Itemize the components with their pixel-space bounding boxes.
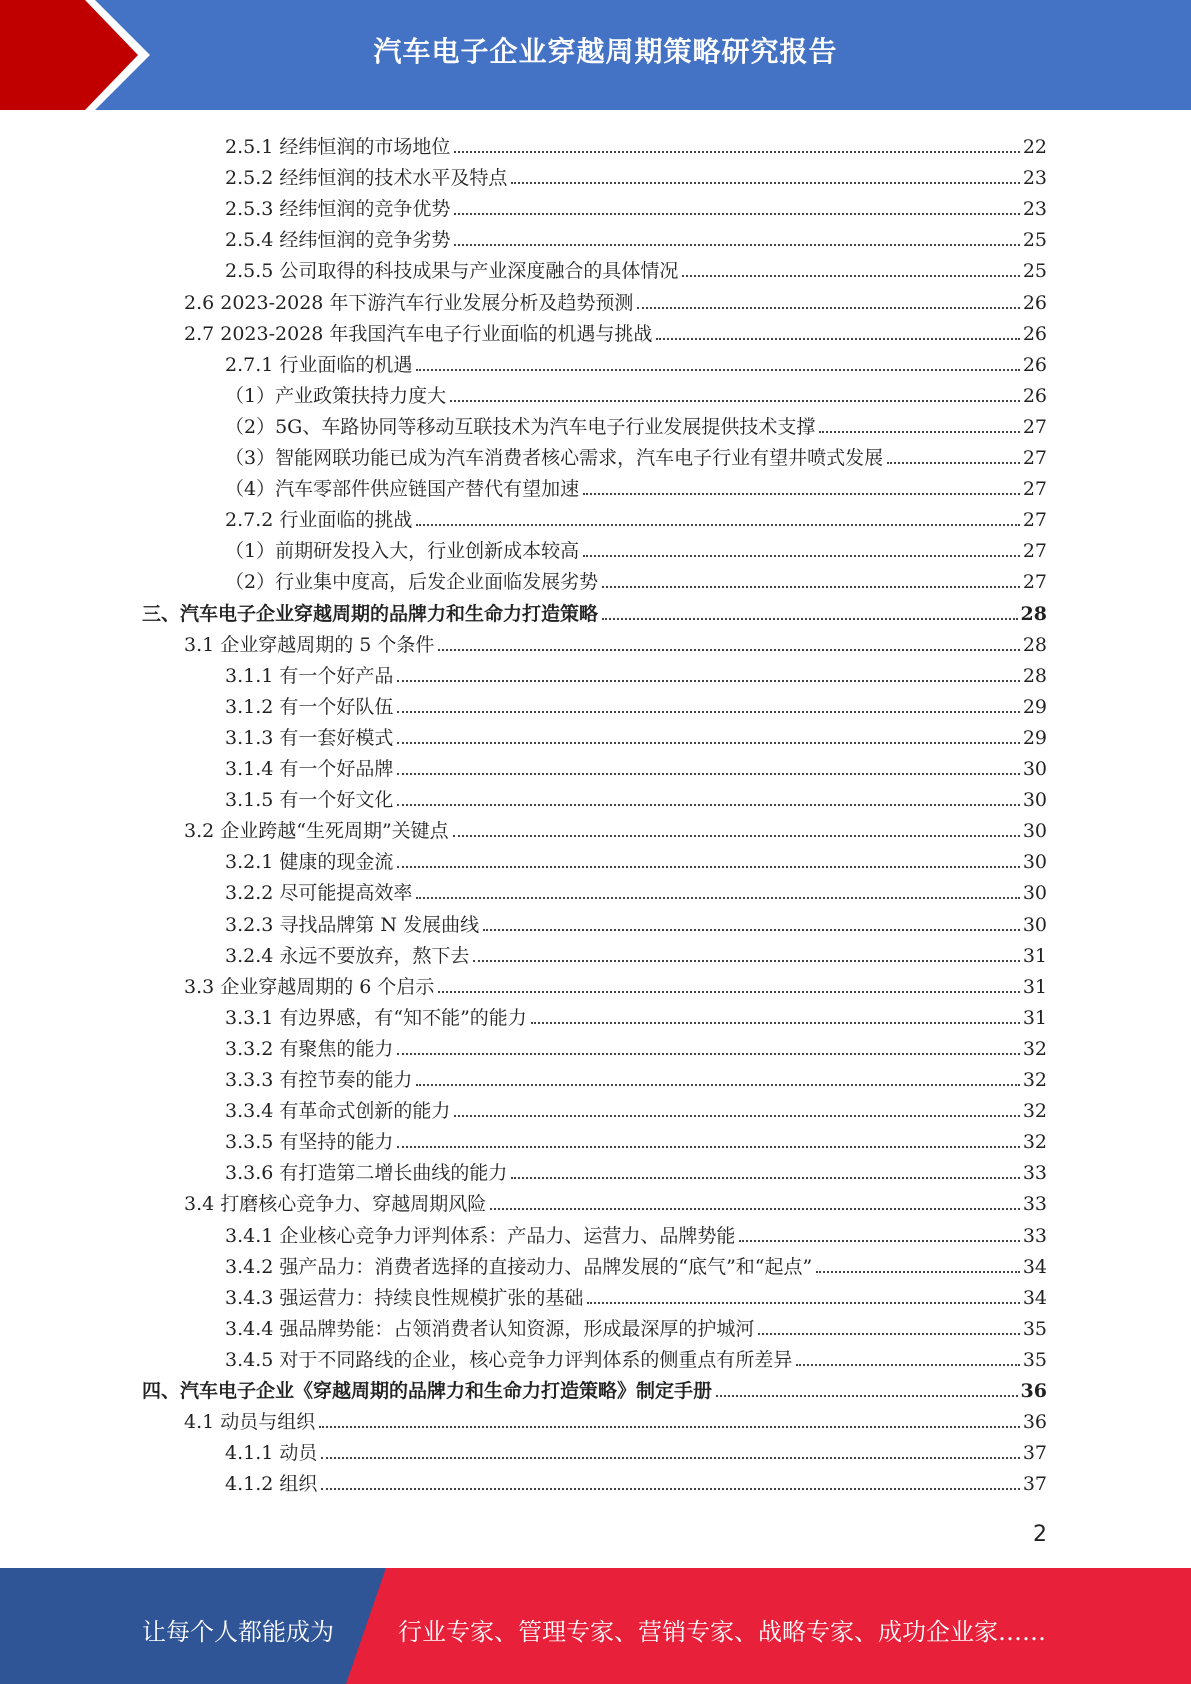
toc-dot-leader	[816, 1271, 1020, 1273]
toc-entry-page: 27	[1022, 509, 1047, 531]
toc-entry-page: 25	[1022, 229, 1047, 251]
toc-entry-page: 33	[1022, 1162, 1047, 1184]
toc-entry-page: 30	[1022, 914, 1047, 936]
toc-dot-leader	[319, 1426, 1020, 1428]
toc-entry[interactable]	[225, 843, 1047, 874]
toc-entry[interactable]	[184, 626, 1047, 657]
toc-entry-title: （1）产业政策扶持力度大	[225, 385, 447, 407]
toc-entry[interactable]	[184, 812, 1047, 843]
toc-dot-leader	[450, 400, 1020, 402]
toc-entry[interactable]	[225, 1092, 1047, 1123]
toc-entry-page: 23	[1022, 198, 1047, 220]
toc-entry-page: 22	[1022, 136, 1047, 158]
toc-entry-title: 3.4.2 强产品力：消费者选择的直接动力、品牌发展的“底气”和“起点”	[225, 1256, 813, 1278]
toc-dot-leader	[656, 338, 1019, 340]
toc-entry-title: （2）行业集中度高，后发企业面临发展劣势	[225, 571, 599, 593]
toc-entry-title: 3.3.1 有边界感，有“知不能”的能力	[225, 1007, 527, 1029]
toc-entry-title: 2.5.2 经纬恒润的技术水平及特点	[225, 167, 508, 189]
toc-entry-title: 3.2 企业跨越“生死周期”关键点	[184, 820, 449, 842]
toc-entry-title: 3.1.4 有一个好品牌	[225, 758, 394, 780]
toc-entry-title: 3.1.3 有一套好模式	[225, 727, 394, 749]
toc-entry-page: 33	[1022, 1193, 1047, 1215]
toc-entry-title: 4.1 动员与组织	[184, 1411, 316, 1433]
toc-dot-leader	[438, 991, 1019, 993]
toc-dot-leader	[397, 1053, 1019, 1055]
toc-dot-leader	[397, 804, 1019, 806]
toc-entry-page: 26	[1022, 323, 1047, 345]
toc-entry[interactable]	[225, 1217, 1047, 1248]
toc-entry-page: 28	[1020, 603, 1047, 625]
toc-entry-title: 3.1.1 有一个好产品	[225, 665, 394, 687]
toc-entry-page: 32	[1022, 1069, 1047, 1091]
toc-entry[interactable]	[184, 1185, 1047, 1216]
toc-dot-leader	[682, 275, 1019, 277]
toc-dot-leader	[483, 929, 1020, 931]
page-footer	[0, 1568, 1191, 1684]
toc-entry-page: 30	[1022, 851, 1047, 873]
toc-entry[interactable]	[225, 563, 1047, 594]
toc-entry[interactable]	[184, 1403, 1047, 1434]
toc-entry-title: 2.5.4 经纬恒润的竞争劣势	[225, 229, 451, 251]
toc-entry-page: 37	[1022, 1442, 1047, 1464]
toc-dot-leader	[397, 711, 1019, 713]
page-header	[0, 0, 1191, 110]
toc-entry-title: 3.4.4 强品牌势能：占领消费者认知资源，形成最深厚的护城河	[225, 1318, 755, 1340]
toc-dot-leader	[602, 618, 1018, 620]
toc-entry[interactable]	[184, 284, 1047, 315]
toc-entry-page: 28	[1022, 665, 1047, 687]
toc-dot-leader	[454, 244, 1019, 246]
toc-entry-page: 31	[1022, 976, 1047, 998]
toc-entry-page: 31	[1022, 945, 1047, 967]
page-number: 2	[1033, 1522, 1047, 1547]
toc-entry[interactable]	[225, 408, 1047, 439]
toc-dot-leader	[454, 151, 1019, 153]
toc-entry-title: 3.4 打磨核心竞争力、穿越周期风险	[184, 1193, 487, 1215]
toc-entry[interactable]	[225, 874, 1047, 905]
toc-dot-leader	[321, 1457, 1019, 1459]
toc-entry[interactable]	[225, 1341, 1047, 1372]
toc-entry-title: 2.7.1 行业面临的机遇	[225, 354, 413, 376]
toc-entry-page: 32	[1022, 1100, 1047, 1122]
toc-dot-leader	[490, 1208, 1020, 1210]
toc-entry[interactable]	[225, 190, 1047, 221]
toc-entry[interactable]	[225, 688, 1047, 719]
toc-entry-page: 37	[1022, 1473, 1047, 1495]
toc-entry-page: 32	[1022, 1038, 1047, 1060]
toc-entry-title: 三、汽车电子企业穿越周期的品牌力和生命力打造策略	[142, 603, 599, 625]
toc-entry-title: 3.3.2 有聚焦的能力	[225, 1038, 394, 1060]
toc-entry[interactable]	[225, 1310, 1047, 1341]
toc-entry-page: 27	[1022, 478, 1047, 500]
toc-entry-page: 27	[1022, 416, 1047, 438]
toc-dot-leader	[453, 835, 1020, 837]
toc-dot-leader	[531, 1022, 1020, 1024]
toc-entry[interactable]	[225, 1434, 1047, 1465]
toc-entry-title: （2）5G、车路协同等移动互联技术为汽车电子行业发展提供技术支撑	[225, 416, 816, 438]
toc-entry[interactable]	[225, 781, 1047, 812]
toc-entry-page: 26	[1022, 385, 1047, 407]
toc-entry-page: 36	[1022, 1411, 1047, 1433]
toc-entry-title: 4.1.1 动员	[225, 1442, 318, 1464]
toc-entry-page: 33	[1022, 1225, 1047, 1247]
toc-entry-page: 26	[1022, 354, 1047, 376]
toc-dot-leader	[602, 586, 1020, 588]
toc-entry-title: 3.2.2 尽可能提高效率	[225, 882, 413, 904]
toc-entry-page: 29	[1022, 727, 1047, 749]
toc-entry[interactable]	[225, 159, 1047, 190]
toc-entry[interactable]	[225, 1123, 1047, 1154]
toc-entry-title: （4）汽车零部件供应链国产替代有望加速	[225, 478, 580, 500]
toc-dot-leader	[416, 524, 1019, 526]
toc-entry[interactable]	[184, 315, 1047, 346]
toc-dot-leader	[637, 307, 1019, 309]
toc-entry-page: 26	[1022, 292, 1047, 314]
toc-entry-page: 28	[1022, 634, 1047, 656]
toc-dot-leader	[438, 649, 1019, 651]
toc-entry-page: 35	[1022, 1318, 1047, 1340]
toc-entry[interactable]	[225, 1465, 1047, 1496]
toc-entry-page: 30	[1022, 820, 1047, 842]
toc-entry[interactable]	[225, 1061, 1047, 1092]
toc-entry-title: 2.7 2023-2028 年我国汽车电子行业面临的机遇与挑战	[184, 323, 653, 345]
toc-entry-page: 36	[1020, 1380, 1047, 1402]
toc-entry-page: 31	[1022, 1007, 1047, 1029]
toc-dot-leader	[397, 866, 1019, 868]
toc-dot-leader	[454, 1115, 1019, 1117]
toc-entry-title: 3.1.2 有一个好队伍	[225, 696, 394, 718]
toc-entry-page: 30	[1022, 758, 1047, 780]
toc-entry[interactable]	[225, 657, 1047, 688]
toc-entry[interactable]	[225, 346, 1047, 377]
toc-entry-title: 2.5.3 经纬恒润的竞争优势	[225, 198, 451, 220]
toc-entry[interactable]	[184, 968, 1047, 999]
toc-dot-leader	[416, 1084, 1019, 1086]
toc-entry[interactable]	[225, 1248, 1047, 1279]
toc-dot-leader	[583, 555, 1020, 557]
toc-entry-title: 3.2.4 永远不要放弃，熬下去	[225, 945, 470, 967]
toc-entry-page: 34	[1022, 1256, 1047, 1278]
toc-entry-page: 29	[1022, 696, 1047, 718]
toc-entry[interactable]	[225, 532, 1047, 563]
toc-entry[interactable]	[225, 999, 1047, 1030]
toc-entry[interactable]	[225, 906, 1047, 937]
toc-dot-leader	[758, 1333, 1019, 1335]
toc-dot-leader	[397, 680, 1019, 682]
toc-dot-leader	[716, 1395, 1018, 1397]
toc-entry[interactable]	[225, 128, 1047, 159]
toc-dot-leader	[321, 1488, 1019, 1490]
toc-entry[interactable]	[225, 1279, 1047, 1310]
toc-entry-page: 25	[1022, 260, 1047, 282]
toc-dot-leader	[473, 960, 1019, 962]
toc-entry-title: 2.6 2023-2028 年下游汽车行业发展分析及趋势预测	[184, 292, 634, 314]
report-title: 汽车电子企业穿越周期策略研究报告	[373, 35, 838, 68]
toc-entry-page: 32	[1022, 1131, 1047, 1153]
toc-dot-leader	[511, 1177, 1019, 1179]
footer-slogan-left: 让每个人都能成为	[142, 1618, 334, 1646]
toc-dot-leader	[587, 1302, 1019, 1304]
toc-entry[interactable]	[225, 439, 1047, 470]
toc-entry-page: 27	[1022, 540, 1047, 562]
toc-entry-page: 27	[1022, 571, 1047, 593]
toc-entry-title: 3.3.4 有革命式创新的能力	[225, 1100, 451, 1122]
toc-entry-title: （1）前期研发投入大，行业创新成本较高	[225, 540, 580, 562]
toc-entry[interactable]	[225, 1030, 1047, 1061]
toc-dot-leader	[819, 431, 1019, 433]
toc-entry-title: 3.1.5 有一个好文化	[225, 789, 394, 811]
toc-entry-page: 35	[1022, 1349, 1047, 1371]
toc-entry-title: 四、汽车电子企业《穿越周期的品牌力和生命力打造策略》制定手册	[142, 1380, 713, 1402]
toc-dot-leader	[511, 182, 1019, 184]
toc-entry-title: 3.3 企业穿越周期的 6 个启示	[184, 976, 435, 998]
toc-entry[interactable]	[142, 1372, 1047, 1403]
toc-entry-title: （3）智能网联功能已成为汽车消费者核心需求，汽车电子行业有望井喷式发展	[225, 447, 884, 469]
toc-dot-leader	[739, 1240, 1019, 1242]
toc-entry-title: 2.5.5 公司取得的科技成果与产业深度融合的具体情况	[225, 260, 679, 282]
toc-entry[interactable]	[225, 501, 1047, 532]
toc-entry-title: 3.3.6 有打造第二增长曲线的能力	[225, 1162, 508, 1184]
toc-entry-title: 3.2.3 寻找品牌第 N 发展曲线	[225, 914, 480, 936]
toc-dot-leader	[397, 773, 1019, 775]
toc-entry[interactable]	[225, 750, 1047, 781]
toc-entry-page: 27	[1022, 447, 1047, 469]
toc-entry-title: 3.4.5 对于不同路线的企业，核心竞争力评判体系的侧重点有所差异	[225, 1349, 793, 1371]
toc-entry-title: 3.4.3 强运营力：持续良性规模扩张的基础	[225, 1287, 584, 1309]
toc-entry-title: 2.5.1 经纬恒润的市场地位	[225, 136, 451, 158]
toc-dot-leader	[397, 1146, 1019, 1148]
toc-dot-leader	[416, 897, 1019, 899]
toc-entry-page: 30	[1022, 789, 1047, 811]
toc-entry[interactable]	[225, 470, 1047, 501]
toc-entry-page: 30	[1022, 882, 1047, 904]
toc-entry-title: 3.1 企业穿越周期的 5 个条件	[184, 634, 435, 656]
toc-entry-page: 23	[1022, 167, 1047, 189]
toc-entry[interactable]	[225, 937, 1047, 968]
toc-dot-leader	[887, 462, 1020, 464]
toc-entry-page: 34	[1022, 1287, 1047, 1309]
toc-dot-leader	[454, 213, 1019, 215]
toc-entry-title: 4.1.2 组织	[225, 1473, 318, 1495]
toc-entry[interactable]	[225, 377, 1047, 408]
toc-entry-title: 2.7.2 行业面临的挑战	[225, 509, 413, 531]
toc-entry-title: 3.4.1 企业核心竞争力评判体系：产品力、运营力、品牌势能	[225, 1225, 736, 1247]
toc-entry[interactable]	[225, 221, 1047, 252]
toc-entry[interactable]	[225, 252, 1047, 283]
toc-entry-title: 3.3.3 有控节奏的能力	[225, 1069, 413, 1091]
toc-entry[interactable]	[225, 719, 1047, 750]
toc-dot-leader	[583, 493, 1020, 495]
footer-slogan-right: 行业专家、管理专家、营销专家、战略专家、成功企业家……	[398, 1618, 1046, 1646]
toc-entry[interactable]	[225, 1154, 1047, 1185]
toc-entry-title: 3.3.5 有坚持的能力	[225, 1131, 394, 1153]
toc-dot-leader	[397, 742, 1019, 744]
toc-dot-leader	[796, 1364, 1019, 1366]
toc-dot-leader	[416, 369, 1019, 371]
toc-entry-title: 3.2.1 健康的现金流	[225, 851, 394, 873]
toc-entry[interactable]	[142, 595, 1047, 626]
